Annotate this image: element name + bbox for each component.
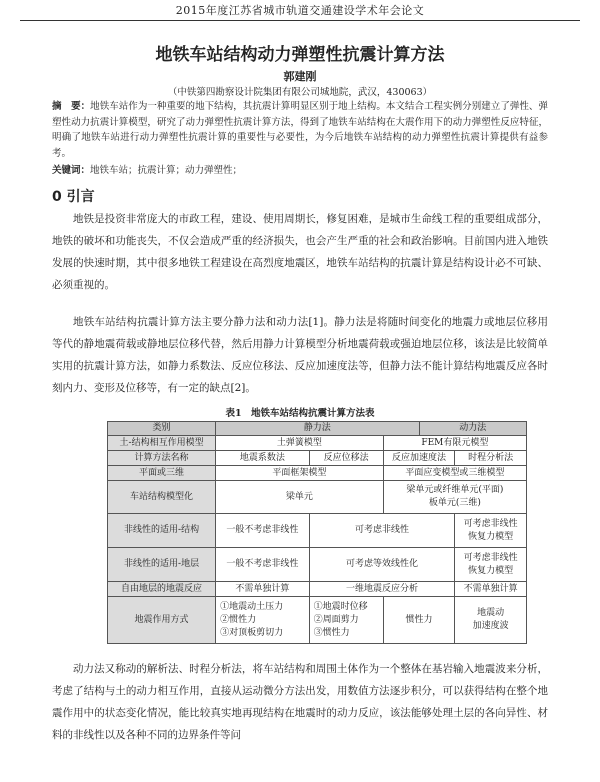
row-label: 土-结构相互作用模型 (108, 436, 216, 451)
cell-line: ③对顶板剪切力 (220, 627, 284, 638)
table-cell: 土弹簧模型 (216, 436, 384, 451)
row-label: 非线性的适用-地层 (108, 548, 216, 582)
table-cell: 地震系数法 (216, 451, 310, 466)
table-cell (309, 597, 383, 644)
cell-line: 梁单元或纤维单元(平面) (406, 485, 504, 495)
methods-table (107, 421, 527, 644)
row-label: 地震作用方式 (108, 597, 216, 644)
cell-line: 加速度波 (472, 621, 509, 631)
row-label: 非线性的适用-结构 (108, 514, 216, 548)
cell-line: ①地震时位移 (313, 601, 368, 612)
table-caption: 表1 地铁车站结构抗震计算方法表 (225, 408, 375, 419)
running-header: 2015年度江苏省城市轨道交通建设学术年会论文 (175, 4, 425, 17)
affiliation: （中铁第四勘察设计院集团有限公司城地院，武汉，430063） (167, 87, 433, 98)
table-cell (383, 481, 526, 514)
row-label: 平面或三维 (108, 466, 216, 481)
header-divider (20, 20, 580, 21)
abstract-label: 摘 要： (52, 101, 91, 112)
abstract-text: 地铁车站作为一种重要的地下结构，其抗震计算明显区别于地上结构。本文结合工程实例分别建立了弹性、弹塑性动力抗震计算模型，研究了动力弹塑性抗震计算方法，得到了地铁车站结构在大震作用下的动力弹塑性反应特征，明确了地铁车站进行动力弹塑性抗震计算的重要性与必要性，为今后地铁车站结构的动力弹塑性抗震计算提供有益参考。 (52, 101, 548, 159)
table-cell: 一般不考虑非线性 (216, 548, 310, 582)
cell-line: 板单元(三维) (428, 498, 481, 508)
cell-line: 可考虑非线性 (463, 518, 518, 529)
table-cell: 不需单独计算 (216, 582, 310, 597)
row-label: 自由地层的地震反应 (108, 582, 216, 597)
table-cell: 可考虑非线性 (309, 514, 455, 548)
table-cell (216, 597, 310, 644)
paragraph-3: 动力法又称动的解析法、时程分析法，将车站结构和周围土体作为一个整体在基岩输入地震波来分析，考虑了结构与土的动力相互作用，直接从运动微分方法出发，用数值方法逐步积分，可以获得结构在整个地震作用中的状态变化情况，能比较真实地再现结构在地震时的动力反应，该法能够处理土层的各向异性、材料的非线性以及各种不同的边界条件等问 (52, 663, 548, 741)
table-cell: 平面应变模型或三维模型 (383, 466, 526, 481)
paper-title: 地铁车站结构动力弹塑性抗震计算方法 (155, 45, 445, 65)
cell-line: 恢复力模型 (468, 531, 514, 542)
table-cell: 时程分析法 (455, 451, 527, 466)
cell-line: ②周面剪力 (313, 614, 359, 625)
table-cell: 一般不考虑非线性 (216, 514, 310, 548)
table-cell: 平面框架模型 (216, 466, 384, 481)
cell-line: 可考虑非线性 (463, 552, 518, 563)
th-category: 类别 (108, 422, 216, 436)
table-cell: 反应加速度法 (383, 451, 455, 466)
author: 郭建刚 (283, 70, 317, 83)
table-cell: 反应位移法 (309, 451, 383, 466)
table-cell: 不需单独计算 (455, 582, 527, 597)
table-cell: 惯性力 (383, 597, 455, 644)
keywords (52, 162, 548, 176)
table-cell (455, 597, 527, 644)
keywords-text: 地铁车站；抗震计算；动力弹塑性； (90, 165, 243, 176)
table-cell (455, 514, 527, 548)
abstract (52, 99, 548, 161)
paragraph-1: 地铁是投资非常庞大的市政工程，建设、使用周期长，修复困难，是城市生命线工程的重要组成部分，地铁的破坏和功能丧失，不仅会造成严重的经济损失，也会产生严重的社会和政治影响。目前国内进入地铁发展的快速时期，其中很多地铁工程建设在高烈度地震区，地铁车站结构的抗震计算是结构设计必不可缺、必须重视的。 (52, 213, 548, 291)
row-label: 计算方法名称 (108, 451, 216, 466)
table-cell: FEM有限元模型 (383, 436, 526, 451)
section-title: 0 引言 (52, 189, 95, 205)
paragraph-2: 地铁车站结构抗震计算方法主要分静力法和动力法[1]。静力法是将随时间变化的地震力或地层位移用等代的静地震荷载或静地层位移代替，然后用静力计算模型分析地震荷载或强迫地层位移，该法是比较简单实用的抗震计算方法，如静力系数法、反应位移法、反应加速度法等，但静力法不能计算结构地震反应各时刻内力、变形及位移等，有一定的缺点[2]。 (52, 316, 548, 394)
table-cell (455, 548, 527, 582)
keywords-label: 关键词： (52, 165, 91, 176)
row-label: 车站结构模型化 (108, 481, 216, 514)
th-dynamic: 动力法 (419, 422, 527, 436)
table-cell: 可考虑等效线性化 (309, 548, 455, 582)
table-cell: 梁单元 (216, 481, 384, 514)
cell-line: 恢复力模型 (468, 565, 514, 576)
table-cell: 一维地震反应分析 (309, 582, 455, 597)
cell-line: ②惯性力 (220, 614, 257, 625)
cell-line: ③惯性力 (313, 627, 350, 638)
th-static: 静力法 (216, 422, 419, 436)
cell-line: ①地震动土压力 (220, 601, 284, 612)
cell-line: 地震动 (477, 608, 505, 618)
